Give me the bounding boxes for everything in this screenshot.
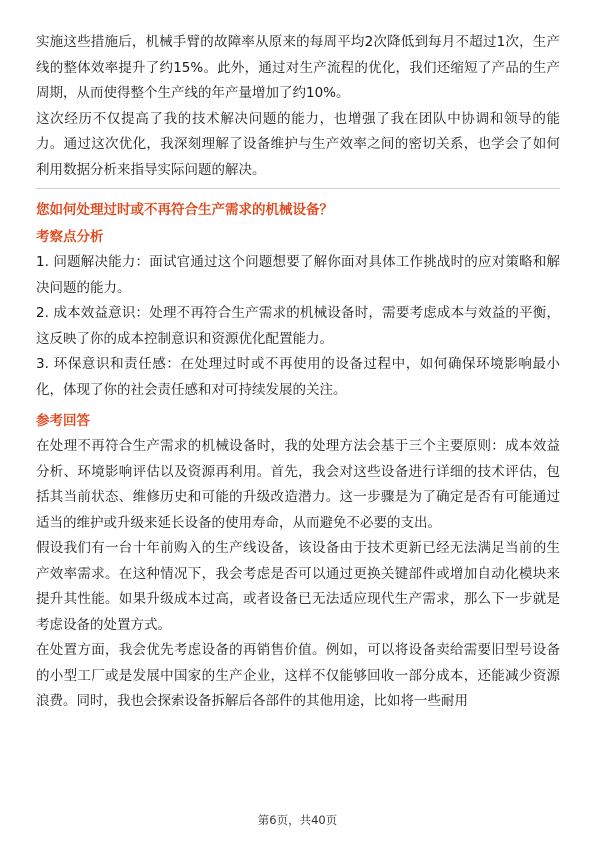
question-title: 您如何处理过时或不再符合生产需求的机械设备？ [36,202,333,218]
analysis-item: 1. 问题解决能力：面试官通过这个问题想要了解你面对具体工作挑战时的应对策略和解决问题的能力。 [36,254,560,296]
intro-paragraph: 这次经历不仅提高了我的技术解决问题的能力，也增强了我在团队中协调和领导的能力。通过这次优化，我深刻理解了设备维护与生产效率之间的密切关系，也学会了如何利用数据分析来指导实际问题的解决。 [36,110,560,178]
intro-paragraph: 实施这些措施后，机械手臂的故障率从原来的每周平均2次降低到每月不超过1次，生产线的整体效率提升了约15%。此外，通过对生产流程的优化，我们还缩短了产品的生产周期，从而使得整个生产线的年产量增加了约10%。 [36,34,560,101]
answer-paragraph: 在处置方面，我会优先考虑设备的再销售价值。例如，可以将设备卖给需要旧型号设备的小型工厂或是发展中国家的生产企业，这样不仅能够回收一部分成本，还能减少资源浪费。同时，我也会探索设备拆解后各部件的其他用途，比如将一些耐用 [36,642,560,709]
page-content [36,30,560,715]
analysis-heading: 考察点分析 [36,229,104,245]
answer-paragraph: 在处理不再符合生产需求的机械设备时，我的处理方法会基于三个主要原则：成本效益分析、环境影响评估以及资源再利用。首先，我会对这些设备进行详细的技术评估，包括其当前状态、维修历史和可能的升级改造潜力。这一步骤是为了确定是否有可能通过适当的维护或升级来延长设备的使用寿命，从而避免不必要的支出。 [36,438,560,531]
answer-heading: 参考回答 [36,413,90,429]
analysis-item: 2. 成本效益意识：处理不再符合生产需求的机械设备时，需要考虑成本与效益的平衡，这反映了你的成本控制意识和资源优化配置能力。 [36,305,560,347]
section-divider [36,188,560,189]
page-number: 第6页，共40页 [257,813,338,827]
answer-paragraph: 假设我们有一台十年前购入的生产线设备，该设备由于技术更新已经无法满足当前的生产效率需求。在这种情况下，我会考虑是否可以通过更换关键部件或增加自动化模块来提升其性能。如果升级成本过高，或者设备已无法适应现代生产需求，那么下一步就是考虑设备的处置方式。 [36,540,560,633]
analysis-item: 3. 环保意识和责任感：在处理过时或不再使用的设备过程中，如何确保环境影响最小化，体现了你的社会责任感和对可持续发展的关注。 [36,356,560,398]
